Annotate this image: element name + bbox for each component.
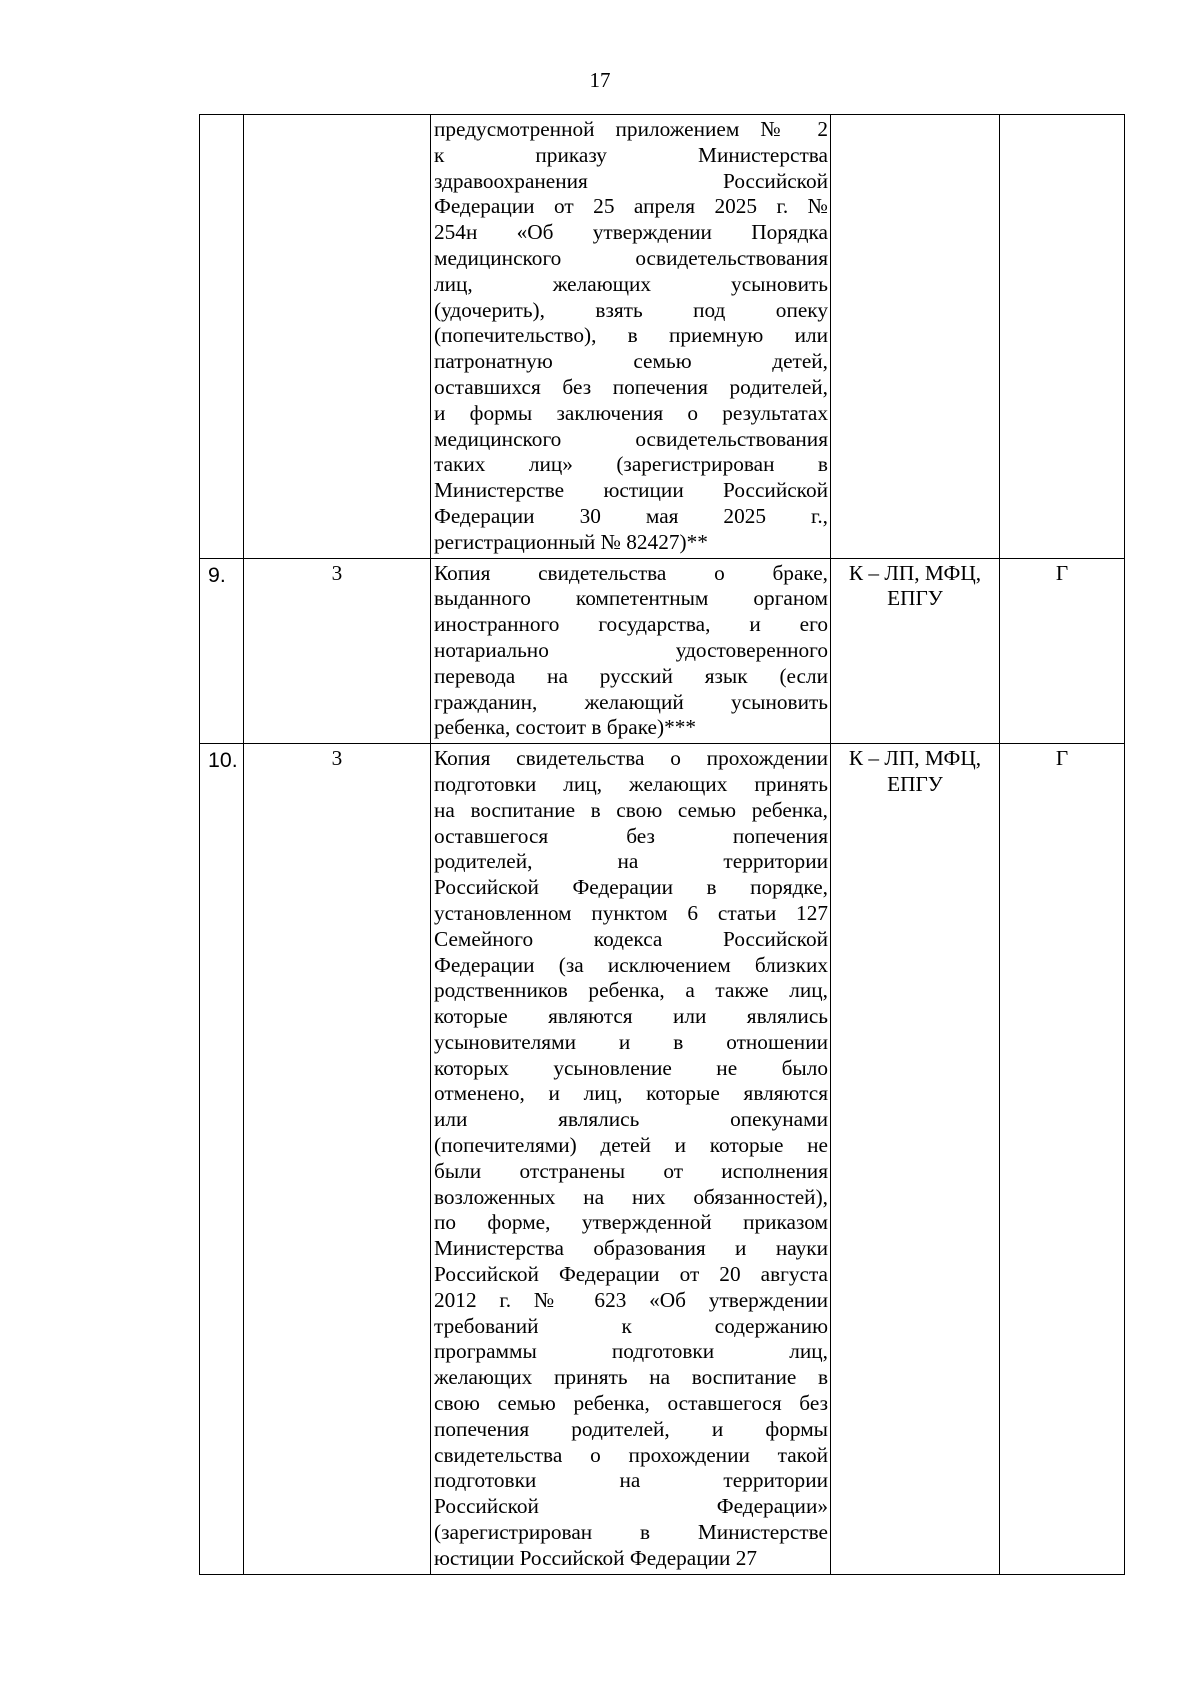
description-line: которых усыновление не было [434,1055,828,1080]
description-line: к приказу Министерства [434,142,828,167]
description-line: родственников ребенка, а также лиц, [434,978,828,1003]
description-line: по форме, утвержденной приказом [434,1210,828,1235]
description-line: родителей, на территории [434,849,828,874]
description-line: на воспитание в свою семью ребенка, [434,797,828,822]
description-line: оставшихся без попечения родителей, [434,374,828,399]
description-line: перевода на русский язык (если [434,663,828,688]
description-line: свидетельства о прохождении такой [434,1442,828,1467]
description-line: Копия свидетельства о прохождении [434,746,828,771]
submission-method-line: ЕПГУ [887,586,943,611]
description-line: нотариально удостоверенного [434,637,828,662]
description-line: (зарегистрирован в Министерстве [434,1520,828,1545]
description-line: лиц, желающих усыновить [434,271,828,296]
description-line: медицинского освидетельствования [434,426,828,451]
description-line: 254н «Об утверждении Порядка [434,220,828,245]
submission-method-cell [831,115,1000,559]
description-line: гражданин, желающий усыновить [434,689,828,714]
description-line: оставшегося без попечения [434,823,828,848]
category-cell: 3 [244,744,431,1575]
description-line: Министерства образования и науки [434,1236,828,1261]
submission-method-cell [831,558,1000,744]
description-line: таких лиц» (зарегистрирован в [434,452,828,477]
description-line: Копия свидетельства о браке, [434,560,828,585]
description-line: иностранного государства, и его [434,612,828,637]
description-line: или являлись опекунами [434,1107,828,1132]
description-line: свою семью ребенка, оставшегося без [434,1391,828,1416]
description-line: требований к содержанию [434,1313,828,1338]
description-line: Федерации 30 мая 2025 г., [434,503,828,528]
description-line: отменено, и лиц, которые являются [434,1081,828,1106]
description-line: Российской Федерации» [434,1494,828,1519]
description-line: попечения родителей, и формы [434,1416,828,1441]
table-row [200,744,1125,1575]
category-cell: 3 [244,558,431,744]
description-line: и формы заключения о результатах [434,400,828,425]
description-line: регистрационный № 82427)** [434,529,708,554]
description-line: Министерстве юстиции Российской [434,478,828,503]
description-line: усыновителями и в отношении [434,1029,828,1054]
row-number: 10. [200,744,244,1575]
row-number [200,115,244,559]
description-line: выданного компетентным органом [434,586,828,611]
description-line: Федерации от 25 апреля 2025 г. № [434,194,828,219]
description-line: юстиции Российской Федерации 27 [434,1545,758,1570]
documents-table [199,114,1125,1575]
description-line: (попечителями) детей и которые не [434,1133,828,1158]
document-description-cell [431,744,831,1575]
table-row [200,558,1125,744]
description-line: возложенных на них обязанностей), [434,1184,828,1209]
description-line: подготовки лиц, желающих принять [434,771,828,796]
description-line: ребенка, состоит в браке)*** [434,715,697,740]
description-line: (удочерить), взять под опеку [434,297,828,322]
document-description-cell [431,115,831,559]
submission-method-line: К – ЛП, МФЦ, [848,746,982,771]
description-line: медицинского освидетельствования [434,245,828,270]
description-line: программы подготовки лиц, [434,1339,828,1364]
submission-method-cell [831,744,1000,1575]
description-line: Российской Федерации в порядке, [434,875,828,900]
description-line: подготовки на территории [434,1468,828,1493]
description-line: патронатную семью детей, [434,349,828,374]
description-line: предусмотренной приложением № 2 [434,117,828,141]
description-line: (попечительство), в приемную или [434,323,828,348]
description-line: установленном пунктом 6 статьи 127 [434,900,828,925]
description-line: Федерации (за исключением близких [434,952,828,977]
description-line: были отстранены от исполнения [434,1158,828,1183]
document-type-cell: Г [1000,744,1125,1575]
description-line: здравоохранения Российской [434,168,828,193]
description-line: желающих принять на воспитание в [434,1365,828,1390]
row-number: 9. [200,558,244,744]
table-row [200,115,1125,559]
page-number: 17 [589,68,611,92]
description-line: которые являются или являлись [434,1004,828,1029]
category-cell [244,115,431,559]
document-type-cell [1000,115,1125,559]
submission-method-line: К – ЛП, МФЦ, [848,560,982,585]
description-line: 2012 г. № 623 «Об утверждении [434,1287,828,1312]
document-description-cell [431,558,831,744]
description-line: Семейного кодекса Российской [434,926,828,951]
submission-method-line: ЕПГУ [887,771,943,796]
description-line: Российской Федерации от 20 августа [434,1262,828,1287]
document-type-cell: Г [1000,558,1125,744]
